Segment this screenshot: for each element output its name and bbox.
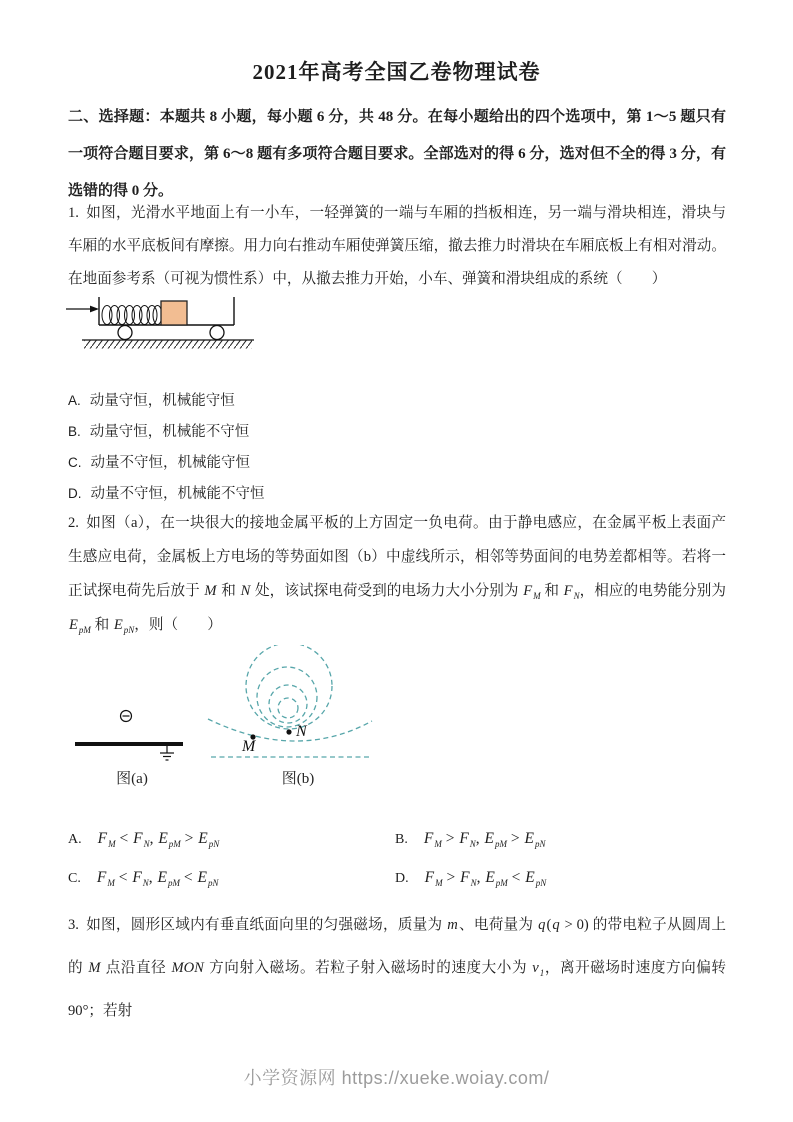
question-1-number: 1. [68,205,79,221]
question-1-body: 如图，光滑水平地面上有一小车，一轻弹簧的一端与车厢的挡板相连，另一端与滑块相连，滑块与车厢的水平底板间有摩擦。用力向右推动车厢使弹簧压缩，撤去推力时滑块在车厢底板上有相对滑动。在地面参考系（可视为惯性系）中，从撤去推力开始，小车、弹簧和滑块组成的系统（ ） [68,205,726,287]
push-force-arrow-icon [66,306,99,313]
question-2-figure [60,645,395,800]
q2-option-b-formula: $F_M > F_N$, $E_{pM} > E_{pN}$ [423,830,546,850]
cart-wheel-left [118,326,132,340]
question-3-text [68,904,726,1033]
q2-option-c-formula: $F_M < F_N$, $E_{pM} < E_{pN}$ [96,869,219,889]
option-b [68,416,265,447]
q2-option-a [68,830,219,848]
exam-title: 2021年高考全国乙卷物理试卷 [252,60,541,84]
figure-b-caption: 图(b) [281,771,315,787]
option-b-label: B. [68,424,81,439]
option-d-label: D. [68,486,82,501]
ground [82,340,254,349]
question-3-number: 3. [68,917,79,933]
option-c-text: 动量不守恒，机械能守恒 [90,455,250,471]
q2-option-d-formula: $F_M > F_N$, $E_{pM} < E_{pN}$ [424,869,547,889]
point-m-label: M [242,738,256,755]
question-3-body: 如图，圆形区域内有垂直纸面向里的匀强磁场，质量为 m、电荷量为 q(q > 0) 的带电粒子从圆周上的 M 点沿直径 MON 方向射入磁场。若粒子射入磁场时的速度大小为 $v_1$，离开磁场时速度方向偏转 90°；若射 [68,917,727,1019]
negative-charge-icon [121,711,132,722]
sliding-block [161,301,187,325]
question-1-figure [62,290,262,350]
q2-option-a-label: A. [68,832,82,847]
question-2-body: 如图（a），在一块很大的接地金属平板的上方固定一负电荷。由于静电感应，在金属平板上表面产生感应电荷，金属板上方电场的等势面如图（b）中虚线所示，相邻等势面间的电势差都相等。若将一正试探电荷先后放于 M 和 N 处，该试探电荷受到的电场力大小分别为 $F_M$ 和 $F_N$，相应的电势能分别为 $E_{pM}$ 和 $E_{pN}$，则（ ） [68,515,726,635]
option-d-text: 动量不守恒，机械能不守恒 [90,486,265,502]
figure-a-caption: 图(a) [116,771,148,787]
option-a-label: A. [68,393,81,408]
point-n-label: N [296,723,307,740]
question-2-number: 2. [68,515,79,531]
option-d [68,478,265,509]
point-n-dot [286,729,291,734]
equipotential-circles [208,645,372,757]
footer-watermark: 小学资源网 https://xueke.woiay.com/ [243,1068,550,1088]
spring [102,306,162,325]
q2-option-c-label: C. [68,871,81,886]
option-b-text: 动量守恒，机械能不守恒 [89,424,250,440]
q2-option-b [395,830,546,848]
q2-option-d-label: D. [395,871,409,886]
q2-option-b-label: B. [395,832,408,847]
ground-symbol-icon [160,746,174,760]
cart-spring-diagram [62,290,262,350]
option-a-text: 动量守恒，机械能守恒 [89,393,235,409]
question-1-options [68,385,265,509]
section-instructions: 二、选择题：本题共 8 小题，每小题 6 分，共 48 分。在每小题给出的四个选项中，第 1～5 题只有一项符合题目要求，第 6～8 题有多项符合题目要求。全部选对的得 6 分，选对但不全的得 3 分，有选错的得 0 分。 [68,109,726,199]
question-2-text [68,506,726,642]
option-a [68,385,265,416]
cart-wheel-right [210,326,224,340]
q2-option-a-formula: $F_M < F_N$, $E_{pM} > E_{pN}$ [97,830,220,850]
q2-option-d [395,869,546,887]
question-1-text [68,197,726,296]
option-c-label: C. [68,455,82,470]
q2-option-c [68,869,219,887]
option-c [68,447,265,478]
